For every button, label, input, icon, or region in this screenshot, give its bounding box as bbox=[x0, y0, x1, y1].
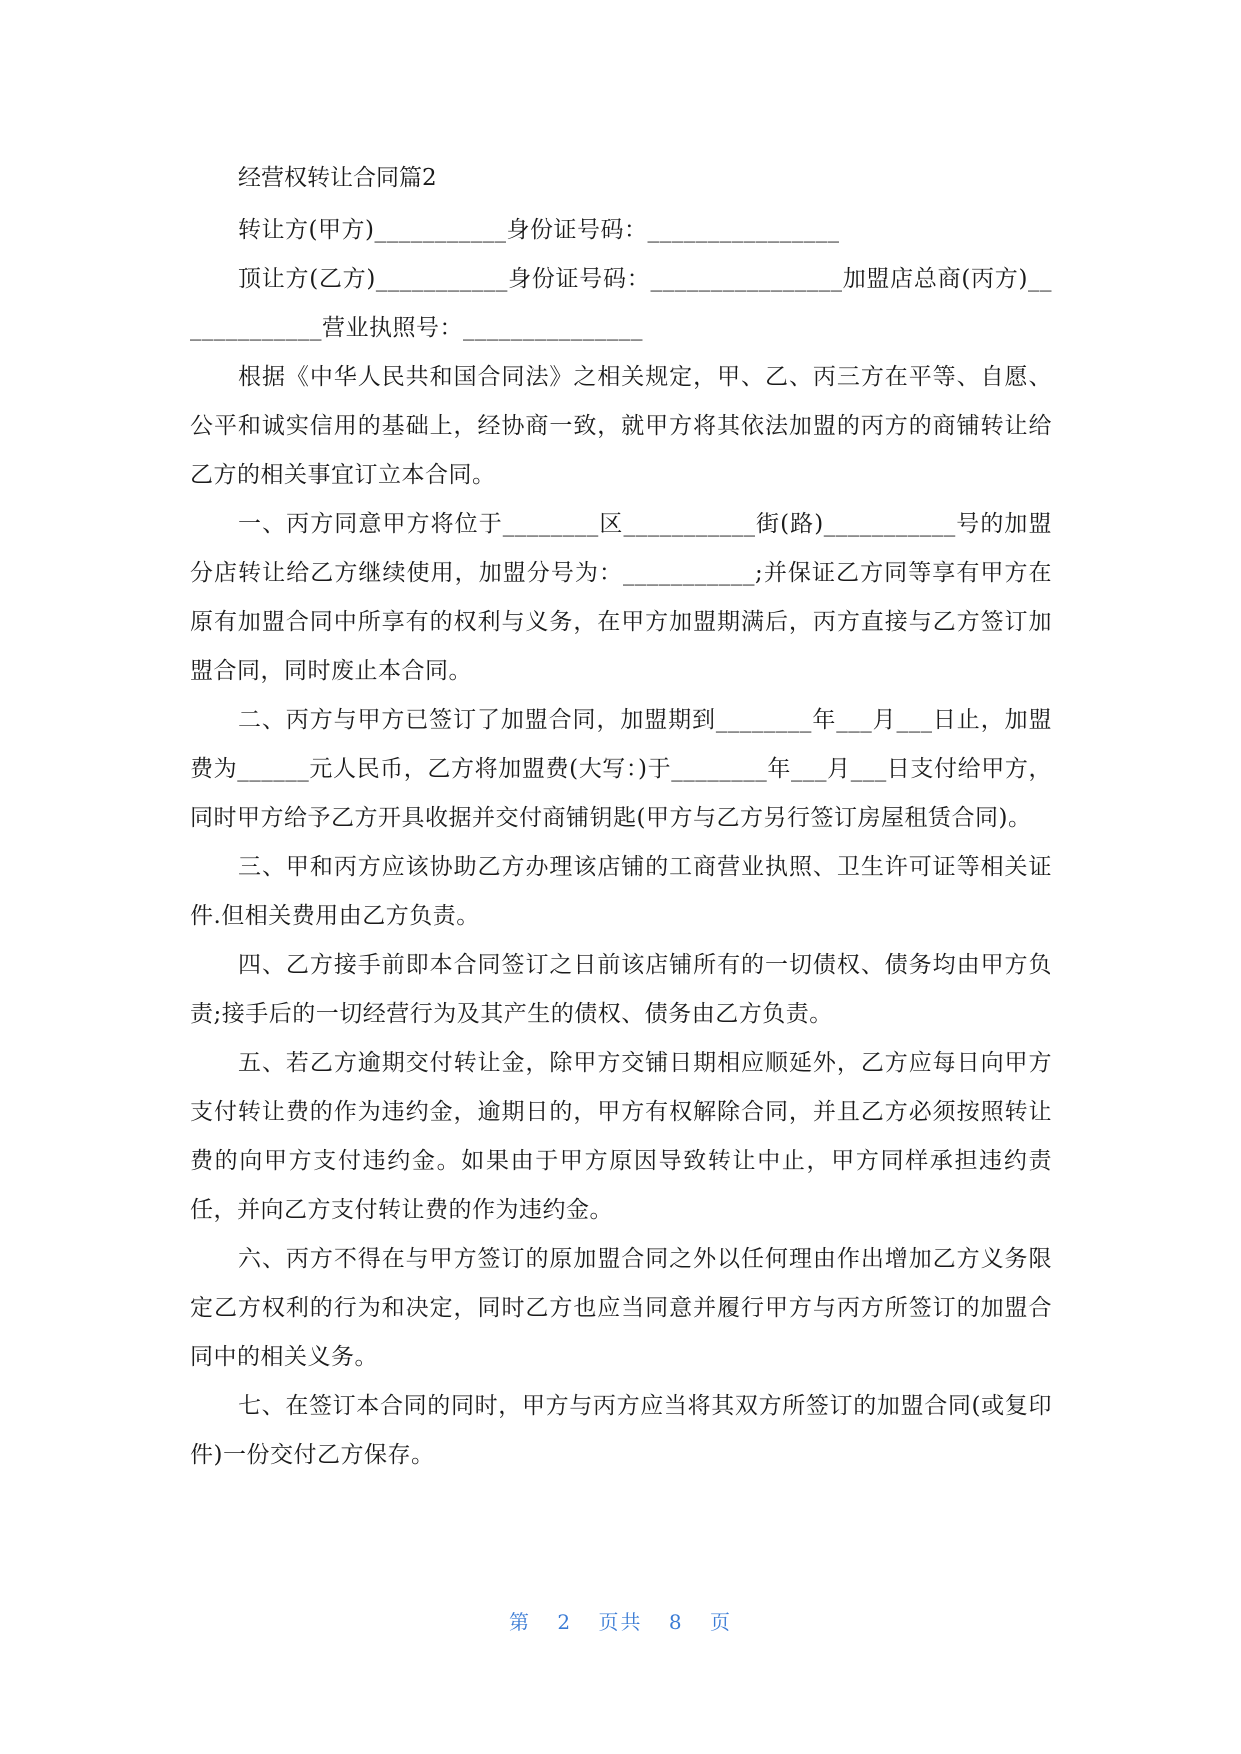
paragraph-transferee-franchisor: 顶让方(乙方)___________身份证号码：________________加盟店总商(丙方)_____________营业执照号：_______________ bbox=[190, 266, 1052, 341]
footer-suffix: 页 bbox=[709, 1610, 732, 1634]
paragraph-clause-5: 五、若乙方逾期交付转让金，除甲方交铺日期相应顺延外，乙方应每日向甲方支付转让费的作为违约金，逾期日的，甲方有权解除合同，并且乙方必须按照转让费的向甲方支付违约金。如果由于甲方原因导致转让中止，甲方同样承担违约责任，并向乙方支付转让费的作为违约金。 bbox=[190, 1050, 1052, 1223]
paragraph-clause-2: 二、丙方与甲方已签订了加盟合同，加盟期到________年___月___日止，加盟费为______元人民币，乙方将加盟费(大写：)于________年___月___日支付给甲方，同时甲方给予乙方开具收据并交付商铺钥匙(甲方与乙方另行签订房屋租赁合同)。 bbox=[190, 707, 1052, 831]
footer-page-number: 2 bbox=[557, 1610, 573, 1634]
page-footer bbox=[0, 1606, 1241, 1635]
footer-middle: 页共 bbox=[598, 1610, 643, 1634]
paragraph-preamble: 根据《中华人民共和国合同法》之相关规定，甲、乙、丙三方在平等、自愿、公平和诚实信用的基础上，经协商一致，就甲方将其依法加盟的丙方的商铺转让给乙方的相关事宜订立本合同。 bbox=[190, 364, 1052, 488]
paragraph-clause-6: 六、丙方不得在与甲方签订的原加盟合同之外以任何理由作出增加乙方义务限定乙方权利的行为和决定，同时乙方也应当同意并履行甲方与丙方所签订的加盟合同中的相关义务。 bbox=[190, 1246, 1052, 1370]
paragraph-clause-3: 三、甲和丙方应该协助乙方办理该店铺的工商营业执照、卫生许可证等相关证件.但相关费用由乙方负责。 bbox=[190, 854, 1052, 929]
paragraph-transferor: 转让方(甲方)___________身份证号码：________________ bbox=[238, 217, 840, 243]
footer-total-pages: 8 bbox=[668, 1610, 684, 1634]
document-body bbox=[190, 154, 1052, 1480]
paragraph-clause-1: 一、丙方同意甲方将位于________区___________街(路)___________号的加盟分店转让给乙方继续使用，加盟分号为：___________;并保证乙方同等享有甲方在原有加盟合同中所享有的权利与义务，在甲方加盟期满后，丙方直接与乙方签订加盟合同，同时废止本合同。 bbox=[190, 511, 1052, 684]
document-title: 经营权转让合同篇2 bbox=[238, 165, 437, 191]
paragraph-clause-7: 七、在签订本合同的同时，甲方与丙方应当将其双方所签订的加盟合同(或复印件)一份交付乙方保存。 bbox=[190, 1393, 1052, 1468]
footer-prefix: 第 bbox=[509, 1610, 532, 1634]
paragraph-clause-4: 四、乙方接手前即本合同签订之日前该店铺所有的一切债权、债务均由甲方负责;接手后的一切经营行为及其产生的债权、债务由乙方负责。 bbox=[190, 952, 1052, 1027]
